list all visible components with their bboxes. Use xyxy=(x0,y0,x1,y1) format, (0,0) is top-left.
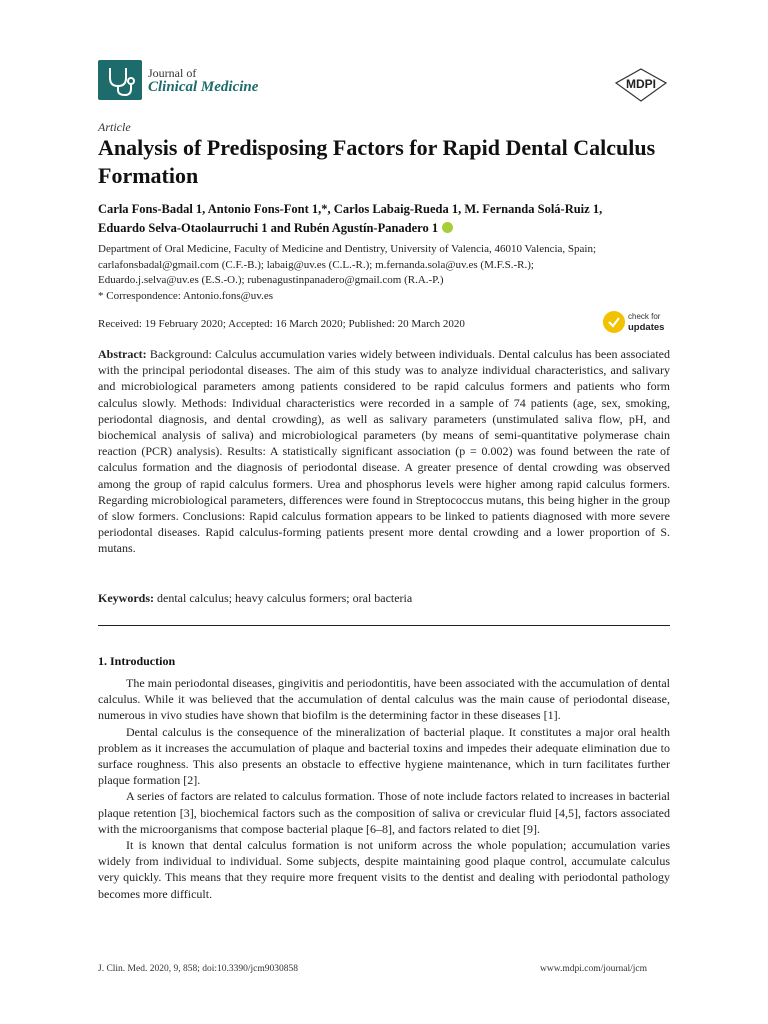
journal-name: Clinical Medicine xyxy=(148,79,259,95)
footer-url[interactable]: www.mdpi.com/journal/jcm xyxy=(540,964,648,974)
paper-title: Analysis of Predisposing Factors for Rapid Dental Calculus Formation xyxy=(98,135,656,188)
affiliation-line: Eduardo.j.selva@uv.es (E.S.-O.); rubenagustinpanadero@gmail.com (R.A.-P.) xyxy=(98,274,444,286)
check-for-updates-badge[interactable] xyxy=(602,308,672,336)
article-type: Article xyxy=(98,120,131,134)
check-updates-bottom: updates xyxy=(628,322,665,333)
affiliation-line: carlafonsbadal@gmail.com (C.F.-B.); labaig@uv.es (C.L.-R.); m.fernanda.sola@uv.es (M.F.S.-R.); xyxy=(98,258,534,271)
section-body xyxy=(98,675,670,902)
paragraph: Dental calculus is the consequence of the mineralization of bacterial plaque. It constitutes a major oral health problem as it increases the accumulation of plaque and bacterial toxins and impedes their adequate elimination due to surface roughness. This also presents an obstacle to effective hygiene maintenance, which in turn facilitates further plaque formation [2]. xyxy=(98,724,670,788)
journal-logo xyxy=(98,60,142,100)
author-list xyxy=(98,200,678,238)
abstract-label: Abstract: xyxy=(98,347,147,361)
paragraph: A series of factors are related to calculus formation. Those of note include factors related to increases in bacterial plaque retention [3], biochemical factors such as the composition of saliva or crevicular fluid [4,5], factors associated with the microorganisms that compose bacterial plaque [6–8], and factors related to diet [9]. xyxy=(98,789,670,836)
authors-line-2: Eduardo Selva-Otaolaurruchi 1 and Rubén Agustín-Panadero 1 xyxy=(98,219,678,238)
abstract xyxy=(98,346,670,557)
paragraph: The main periodontal diseases, gingivitis and periodontitis, have been associated with the accumulation of dental calculus. While it was believed that the accumulation of dental calculus was the main cause of periodontal disease, numerous in vivo studies have shown that biofilm is the determining factor in these diseases [1]. xyxy=(98,676,670,723)
keywords-label: Keywords: xyxy=(98,591,154,605)
affiliations xyxy=(98,242,678,304)
paragraph: It is known that dental calculus formation is not uniform across the whole population; accumulation varies widely from individual to individual. Some subjects, despite maintaining good plaque control, accumulate calculus very quickly. This means that they require more frequent visits to the dentist and dealing with periodontal pathology becomes more difficult. xyxy=(98,838,670,901)
check-updates-top: check for xyxy=(628,312,661,321)
section-divider xyxy=(98,625,670,626)
authors-line-1: Carla Fons-Badal 1, Antonio Fons-Font 1,*, Carlos Labaig-Rueda 1, M. Fernanda Solá-Ruiz 1, xyxy=(98,202,603,216)
footer-citation: J. Clin. Med. 2020, 9, 858; doi:10.3390/jcm9030858 xyxy=(98,964,299,974)
section-heading: 1. Introduction xyxy=(98,654,176,668)
abstract-text: Background: Calculus accumulation varies widely between individuals. Dental calculus has been associated with the principal periodontal diseases. The aim of this study was to analyze individual characteristics, and salivary and microbiological parameters among patients considered to be rapid calculus formers and patients who form calculus slowly. Methods: Individual characteristics were recorded in a sample of 74 patients (age, sex, smoking, periodontal diagnosis, and dental crowding), as well as salivary parameters (unstimulated saliva flow, pH, and biochemical analysis of saliva) and microbiological parameters (by means of semi-quantitative polymerase chain reaction (PCR) analysis). Results: A statistically significant association (p = 0.002) was found between the rate of calculus formation and the diagnosis of periodontal disease. A greater presence of dental crowding was observed among the group of rapid calculus formers. Urea and phosphorus levels were higher among rapid calculus formers. Regarding microbiological parameters, differences were found in Streptococcus mutans, this being higher in the group of slow formers. Conclusions: Rapid calculus formation appears to be linked to patients diagnosed with more severe periodontal diseases. Rapid calculus-forming patients present more dental crowding and a lower proportion of S. mutans. xyxy=(98,347,670,556)
check-icon xyxy=(603,311,625,333)
journal-prefix: Journal of xyxy=(148,66,197,80)
publication-dates: Received: 19 February 2020; Accepted: 16 March 2020; Published: 20 March 2020 xyxy=(98,318,465,330)
correspondence-line: * Correspondence: Antonio.fons@uv.es xyxy=(98,289,274,302)
keywords-text: dental calculus; heavy calculus formers; oral bacteria xyxy=(157,591,413,605)
stethoscope-icon xyxy=(98,60,142,100)
mdpi-logo xyxy=(614,68,668,102)
orcid-icon[interactable] xyxy=(442,222,453,233)
mdpi-text: MDPI xyxy=(626,77,656,91)
affiliation-line: Department of Oral Medicine, Faculty of Medicine and Dentistry, University of Valencia, 46010 Valencia, Spain; xyxy=(98,243,597,255)
keywords xyxy=(98,591,412,606)
